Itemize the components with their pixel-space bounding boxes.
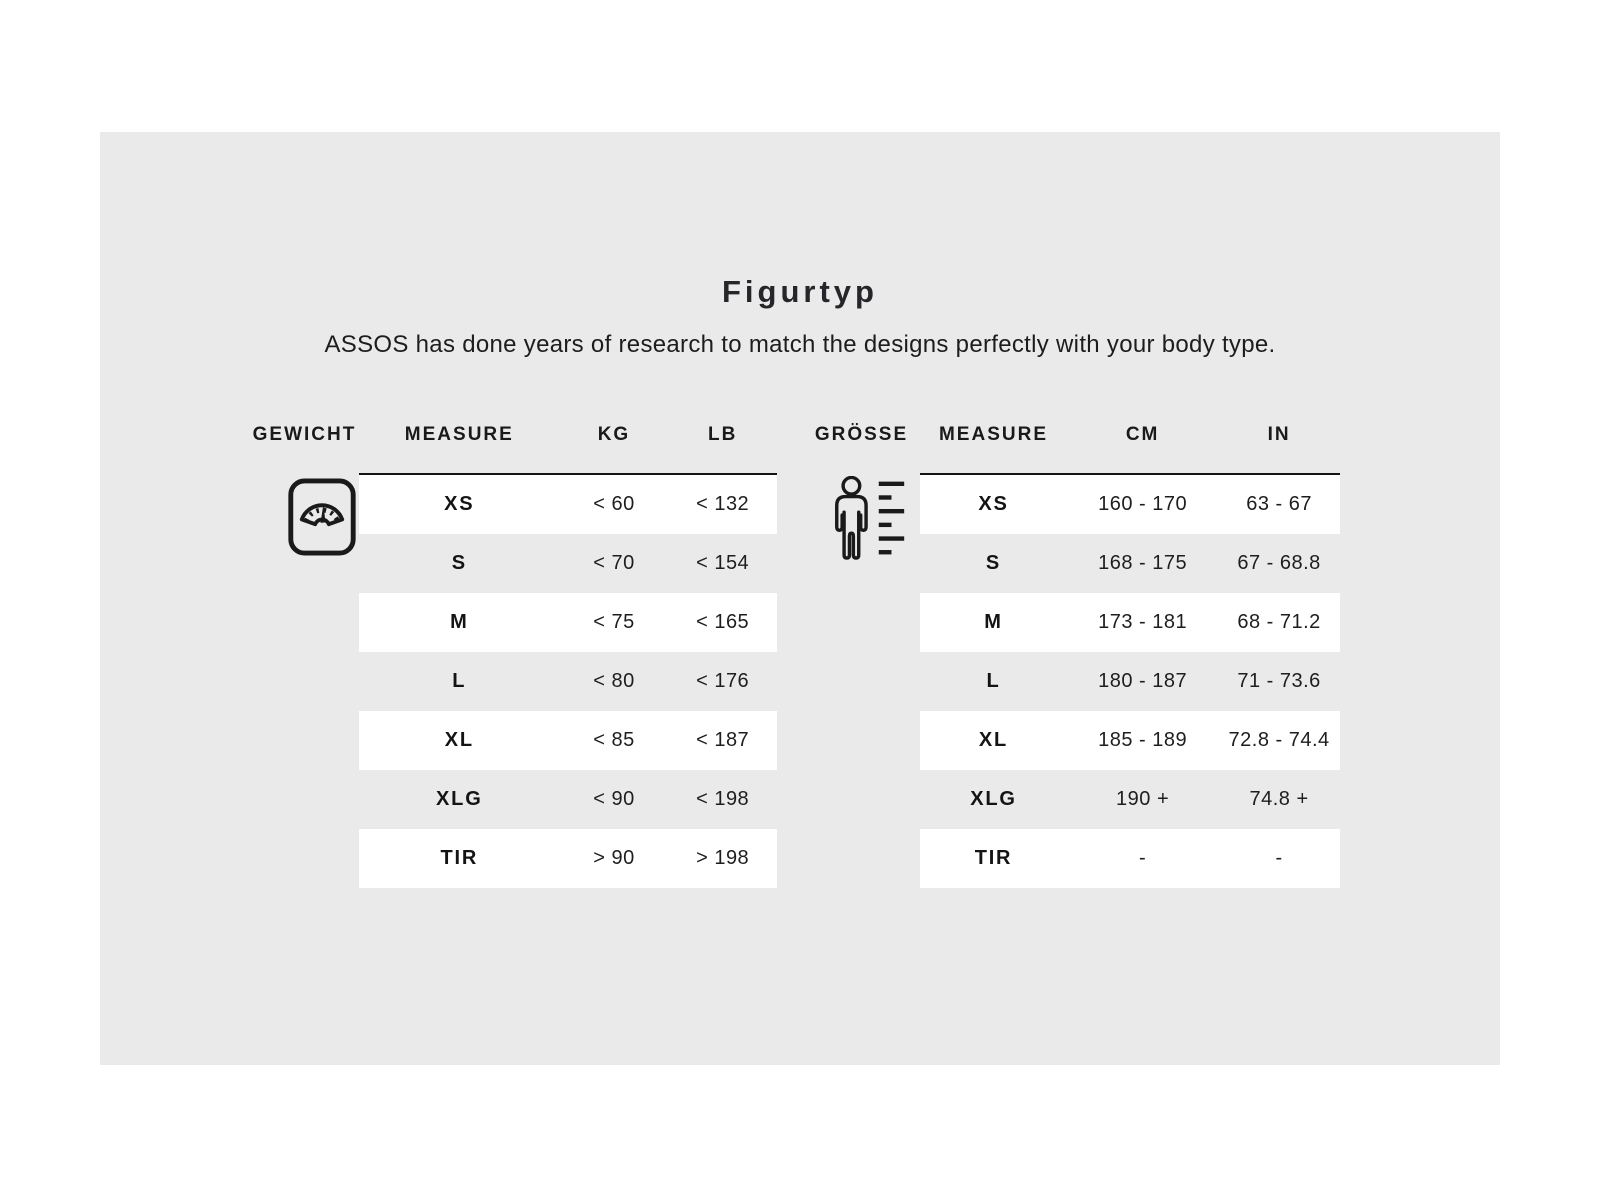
weight-col-header-kg: KG (597, 424, 631, 445)
height-section-label: GRÖSSE (814, 424, 909, 445)
size-label: TIR (974, 847, 1013, 869)
size-label: XLG (436, 788, 483, 810)
size-label: XL (978, 729, 1009, 751)
in-value: 72.8 - 74.4 (1228, 729, 1330, 751)
kg-value: < 60 (593, 493, 635, 515)
size-label: S (985, 552, 1002, 574)
weight-column-headers (359, 424, 777, 446)
page-title: Figurtyp (722, 274, 878, 309)
size-label: L (986, 670, 1001, 692)
page-subtitle: ASSOS has done years of research to match the designs perfectly with your body type. (324, 331, 1276, 358)
table-row (359, 770, 777, 829)
table-row (920, 593, 1340, 652)
lb-value: < 176 (696, 670, 750, 692)
height-section (803, 423, 1340, 888)
in-value: 68 - 71.2 (1237, 611, 1321, 633)
kg-value: < 85 (593, 729, 635, 751)
table-row (920, 652, 1340, 711)
kg-value: < 80 (593, 670, 635, 692)
lb-value: < 132 (696, 493, 750, 515)
weight-table (359, 473, 777, 888)
weight-section-label: GEWICHT (252, 424, 357, 445)
cm-value: 190 + (1116, 788, 1170, 810)
lb-value: > 198 (696, 847, 750, 869)
weight-col-header-measure: MEASURE (404, 424, 514, 445)
in-value: - (1275, 847, 1283, 869)
weight-section (250, 423, 777, 888)
size-label: S (451, 552, 467, 574)
kg-value: > 90 (593, 847, 635, 869)
cm-value: - (1139, 847, 1147, 869)
size-label: M (984, 611, 1003, 633)
table-row (359, 475, 777, 534)
height-section-header (803, 423, 1340, 447)
table-row (359, 652, 777, 711)
size-label: XL (444, 729, 474, 751)
table-row (920, 534, 1340, 593)
cm-value: 168 - 175 (1098, 552, 1188, 574)
size-label: XLG (970, 788, 1017, 810)
height-table (920, 473, 1340, 888)
weight-section-header (250, 423, 777, 447)
scale-icon (287, 478, 357, 556)
weight-icon-cell (250, 473, 359, 888)
table-row (920, 711, 1340, 770)
kg-value: < 75 (593, 611, 635, 633)
table-row (359, 711, 777, 770)
in-value: 67 - 68.8 (1237, 552, 1321, 574)
size-label: XS (444, 493, 475, 515)
table-row (359, 534, 777, 593)
height-col-header-cm: CM (1125, 424, 1160, 445)
cm-value: 160 - 170 (1098, 493, 1188, 515)
kg-value: < 90 (593, 788, 635, 810)
in-value: 63 - 67 (1246, 493, 1312, 515)
lb-value: < 187 (696, 729, 750, 751)
in-value: 74.8 + (1249, 788, 1309, 810)
size-chart-panel (100, 132, 1500, 1065)
height-col-header-in: IN (1267, 424, 1291, 445)
lb-value: < 154 (696, 552, 750, 574)
in-value: 71 - 73.6 (1237, 670, 1321, 692)
person-with-ruler-icon (831, 476, 907, 562)
cm-value: 180 - 187 (1098, 670, 1188, 692)
size-label: XS (978, 493, 1009, 515)
height-icon-cell (803, 473, 920, 888)
cm-value: 173 - 181 (1098, 611, 1188, 633)
size-label: TIR (440, 847, 479, 869)
table-row (920, 475, 1340, 534)
table-row (920, 770, 1340, 829)
kg-value: < 70 (593, 552, 635, 574)
weight-col-header-lb: LB (707, 424, 738, 445)
size-label: M (450, 611, 469, 633)
lb-value: < 165 (696, 611, 750, 633)
height-col-header-measure: MEASURE (938, 424, 1048, 445)
cm-value: 185 - 189 (1098, 729, 1188, 751)
height-column-headers (920, 424, 1340, 446)
size-label: L (452, 670, 467, 692)
table-row (920, 829, 1340, 888)
table-row (359, 829, 777, 888)
table-row (359, 593, 777, 652)
lb-value: < 198 (696, 788, 750, 810)
